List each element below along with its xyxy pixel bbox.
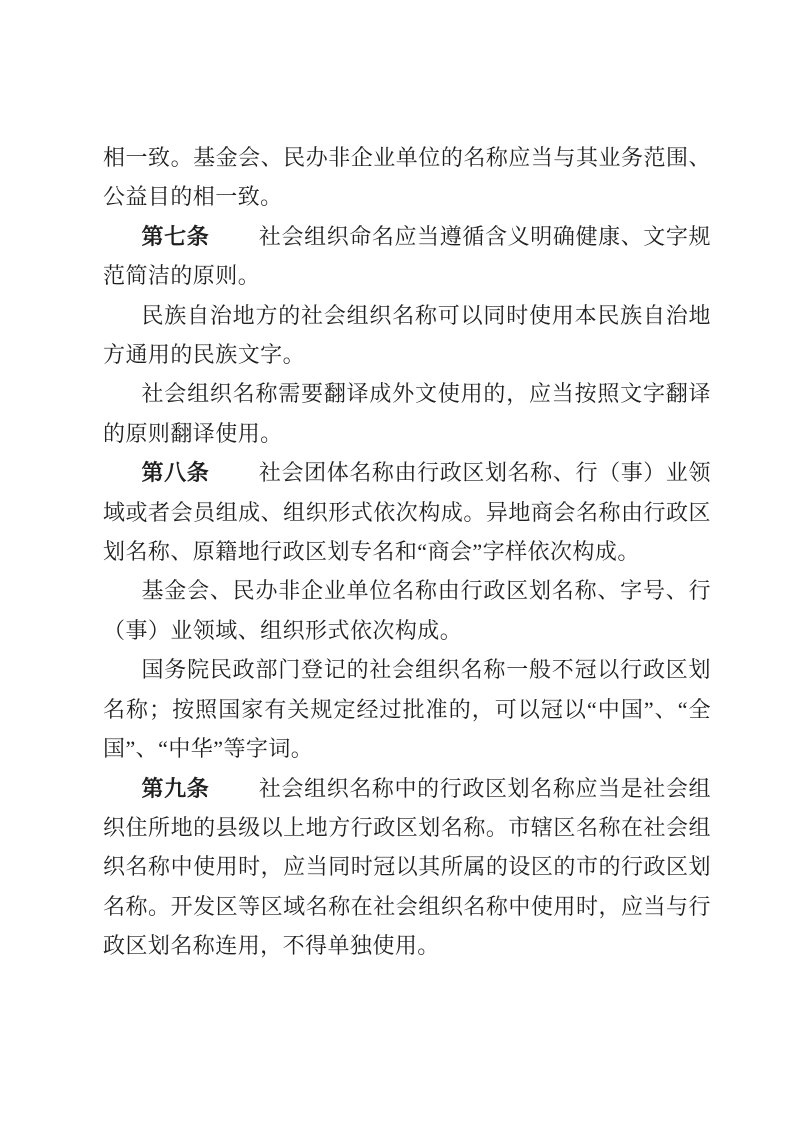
paragraph-text: 相一致。基金会、民办非企业单位的名称应当与其业务范围、公益目的相一致。: [103, 145, 711, 210]
paragraph-translation: [103, 374, 711, 453]
document-text-block: [103, 138, 711, 966]
article-8-heading: 第八条: [141, 460, 210, 486]
paragraph-article-7: [103, 217, 711, 296]
paragraph-foundation-naming: [103, 571, 711, 650]
paragraph-text: 民族自治地方的社会组织名称可以同时使用本民族自治地方通用的民族文字。: [103, 302, 711, 368]
paragraph-state-council: [103, 650, 711, 768]
article-9-heading: 第九条: [141, 775, 210, 801]
article-7-heading: 第七条: [141, 223, 210, 249]
paragraph-text: 国务院民政部门登记的社会组织名称一般不冠以行政区划名称；按照国家有关规定经过批准的，可以冠以“中国”、“全国”、“中华”等字词。: [103, 657, 711, 762]
paragraph-text: 社会组织命名应当遵循含义明确健康、文字规范简洁的原则。: [103, 223, 711, 289]
paragraph-text: 基金会、民办非企业单位名称由行政区划名称、字号、行（事）业领域、组织形式依次构成。: [103, 578, 711, 643]
paragraph-text: 社会组织名称中的行政区划名称应当是社会组织住所地的县级以上地方行政区划名称。市辖区名称在社会组织名称中使用时，应当同时冠以其所属的设区的市的行政区划名称。开发区等区域名称在社会组织名称中使用时，应当与行政区划名称连用，不得单独使用。: [103, 775, 711, 959]
paragraph-text: 社会团体名称由行政区划名称、行（事）业领域或者会员组成、组织形式依次构成。异地商会名称由行政区划名称、原籍地行政区划专名和“商会”字样依次构成。: [103, 460, 711, 565]
paragraph-text: 社会组织名称需要翻译成外文使用的，应当按照文字翻译的原则翻译使用。: [103, 381, 711, 446]
paragraph-article-8: [103, 453, 711, 571]
paragraph-ethnic-autonomous: [103, 296, 711, 375]
paragraph-continuation: [103, 138, 711, 217]
paragraph-article-9: [103, 769, 711, 966]
